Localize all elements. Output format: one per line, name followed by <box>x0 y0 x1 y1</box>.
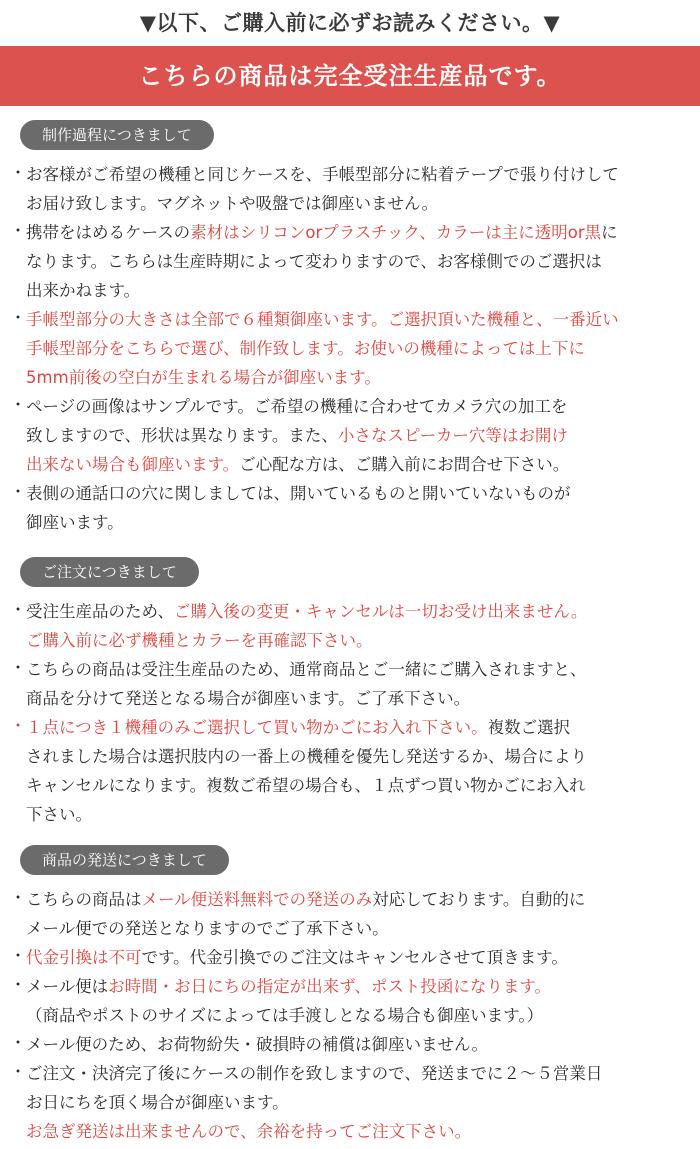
bullet-mark: ・ <box>10 221 27 240</box>
bullet-mark: ・ <box>10 482 27 501</box>
body-text: です。代金引換でのご注文はキャンセルさせて頂きます。 <box>141 948 568 967</box>
text-line <box>26 450 692 479</box>
text-line <box>26 421 692 450</box>
text-line <box>26 305 692 334</box>
body-text: 携帯をはめるケースの <box>26 223 191 242</box>
section-production <box>0 120 700 537</box>
text-line <box>26 1059 692 1088</box>
body-text: 対応しております。自動的に <box>372 890 586 909</box>
bullet-mark: ・ <box>10 946 27 965</box>
body-text: キャンセルになります。複数ご希望の場合も、１点ずつ買い物かごにお入れ <box>26 776 586 795</box>
body-text: お日にちを頂く場合が御座います。 <box>26 1093 289 1112</box>
top-note: ▼以下、ご購入前に必ずお読みください。▼ <box>139 11 561 35</box>
body-text: 複数ご選択 <box>487 718 571 737</box>
body-text: ページの画像はサンプルです。ご希望の機種に合わせてカメラ穴の加工を <box>26 397 568 416</box>
text-line <box>26 885 692 914</box>
highlight-text: ご購入後の変更・キャンセルは一切お受け出来ません。 <box>173 602 588 621</box>
bullet-mark: ・ <box>10 395 27 414</box>
list-item <box>0 160 700 218</box>
text-line <box>26 713 692 742</box>
body-text: に <box>601 223 618 242</box>
notice-list <box>0 885 700 1146</box>
bullet-mark: ・ <box>10 163 27 182</box>
text-line <box>26 1088 692 1117</box>
highlight-text: 5mm前後の空白が生まれる場合が御座います。 <box>26 368 381 387</box>
body-text: 出来かねます。 <box>26 281 141 300</box>
highlight-text: 出来ない場合も御座います。 <box>26 455 240 474</box>
body-text: こちらの商品は受注生産品のため、通常商品とご一緒にご購入されますと、 <box>26 660 587 679</box>
bullet-mark: ・ <box>10 888 27 907</box>
bullet-mark: ・ <box>10 308 27 327</box>
list-item <box>0 392 700 479</box>
highlight-text: メール便送料無料での発送のみ <box>141 890 373 909</box>
text-line <box>26 479 692 508</box>
bullet-mark: ・ <box>10 600 27 619</box>
section-heading: 商品の発送につきまして <box>20 845 229 875</box>
body-text: 表側の通話口の穴に関しましては、開いているものと開いていないものが <box>26 484 571 503</box>
list-item <box>0 943 700 972</box>
body-text: 致しますので、形状は異なります。また、 <box>26 426 338 445</box>
text-line <box>26 771 692 800</box>
list-item <box>0 479 700 537</box>
text-line <box>26 597 692 626</box>
text-line <box>26 392 692 421</box>
highlight-text: 素材はシリコンorプラスチック、カラーは主に透明or黒 <box>190 223 602 242</box>
notice-list <box>0 597 700 829</box>
body-text: されました場合は選択肢内の一番上の機種を優先し発送するか、場合により <box>26 747 587 766</box>
text-line <box>26 914 692 943</box>
highlight-text: 小さなスピーカー穴等はお開け <box>337 426 568 445</box>
body-text: 受注生産品のため、 <box>26 602 174 621</box>
highlight-text: 代金引換は不可 <box>26 948 142 967</box>
list-item <box>0 218 700 305</box>
banner: こちらの商品は完全受注生産品です。 <box>0 46 700 106</box>
list-item <box>0 713 700 829</box>
highlight-text: お時間・お日にちの指定が出来ず、ポスト投函になります。 <box>108 977 552 996</box>
body-text: 下さい。 <box>26 805 92 824</box>
text-line <box>26 742 692 771</box>
list-item <box>0 655 700 713</box>
highlight-text: １点につき１機種のみご選択して買い物かごにお入れ下さい。 <box>26 718 488 737</box>
list-item <box>0 1030 700 1059</box>
text-line <box>26 160 692 189</box>
text-line <box>26 684 692 713</box>
text-line <box>26 218 692 247</box>
text-line <box>26 1001 692 1030</box>
text-line <box>26 1117 692 1146</box>
body-text: メール便での発送となりますのでご了承下さい。 <box>26 919 389 938</box>
text-line <box>26 655 692 684</box>
section-heading: ご注文につきまして <box>20 557 199 587</box>
body-text: ご注文・決済完了後にケースの制作を致しますので、発送までに２～５営業日 <box>26 1064 603 1083</box>
section-order <box>0 557 700 829</box>
section-shipping <box>0 845 700 1146</box>
highlight-text: 手帳型部分をこちらで選び、制作致します。お使いの機種によっては上下に <box>26 339 585 358</box>
notice-list <box>0 160 700 537</box>
text-line <box>26 800 692 829</box>
body-text: ご心配な方は、ご購入前にお問合せ下さい。 <box>239 455 570 474</box>
bullet-mark: ・ <box>10 975 27 994</box>
body-text: お届け致します。マグネットや吸盤では御座いません。 <box>26 194 439 213</box>
body-text: 商品を分けて発送となる場合が御座います。ご了承下さい。 <box>26 689 471 708</box>
text-line <box>26 334 692 363</box>
text-line <box>26 508 692 537</box>
text-line <box>26 363 692 392</box>
text-line <box>26 1030 692 1059</box>
list-item <box>0 1059 700 1146</box>
list-item <box>0 597 700 655</box>
bullet-mark: ・ <box>10 1062 27 1081</box>
text-line <box>26 626 692 655</box>
text-line <box>26 972 692 1001</box>
body-text: なります。こちらは生産時期によって変わりますので、お客様側でのご選択は <box>26 252 602 271</box>
text-line <box>26 276 692 305</box>
text-line <box>26 247 692 276</box>
bullet-mark: ・ <box>10 1033 27 1052</box>
body-text: こちらの商品は <box>26 890 142 909</box>
highlight-text: ご購入前に必ず機種とカラーを再確認下さい。 <box>26 631 373 650</box>
list-item <box>0 885 700 943</box>
section-heading: 制作過程につきまして <box>20 120 214 150</box>
text-line <box>26 943 692 972</box>
text-line <box>26 189 692 218</box>
list-item <box>0 972 700 1030</box>
highlight-text: 手帳型部分の大きさは全部で６種類御座います。ご選択頂いた機種と、一番近い <box>26 310 619 329</box>
highlight-text: お急ぎ発送は出来ませんので、余裕を持ってご注文下さい。 <box>26 1122 472 1141</box>
list-item <box>0 305 700 392</box>
body-text: メール便のため、お荷物紛失・破損時の補償は御座いません。 <box>26 1035 488 1054</box>
bullet-mark: ・ <box>10 658 27 677</box>
bullet-mark: ・ <box>10 716 27 735</box>
body-text: 御座います。 <box>26 513 124 532</box>
body-text: （商品やポストのサイズによっては手渡しとなる場合も御座います。） <box>26 1006 544 1025</box>
body-text: メール便は <box>26 977 109 996</box>
body-text: お客様がご希望の機種と同じケースを、手帳型部分に粘着テープで張り付けして <box>26 165 619 184</box>
